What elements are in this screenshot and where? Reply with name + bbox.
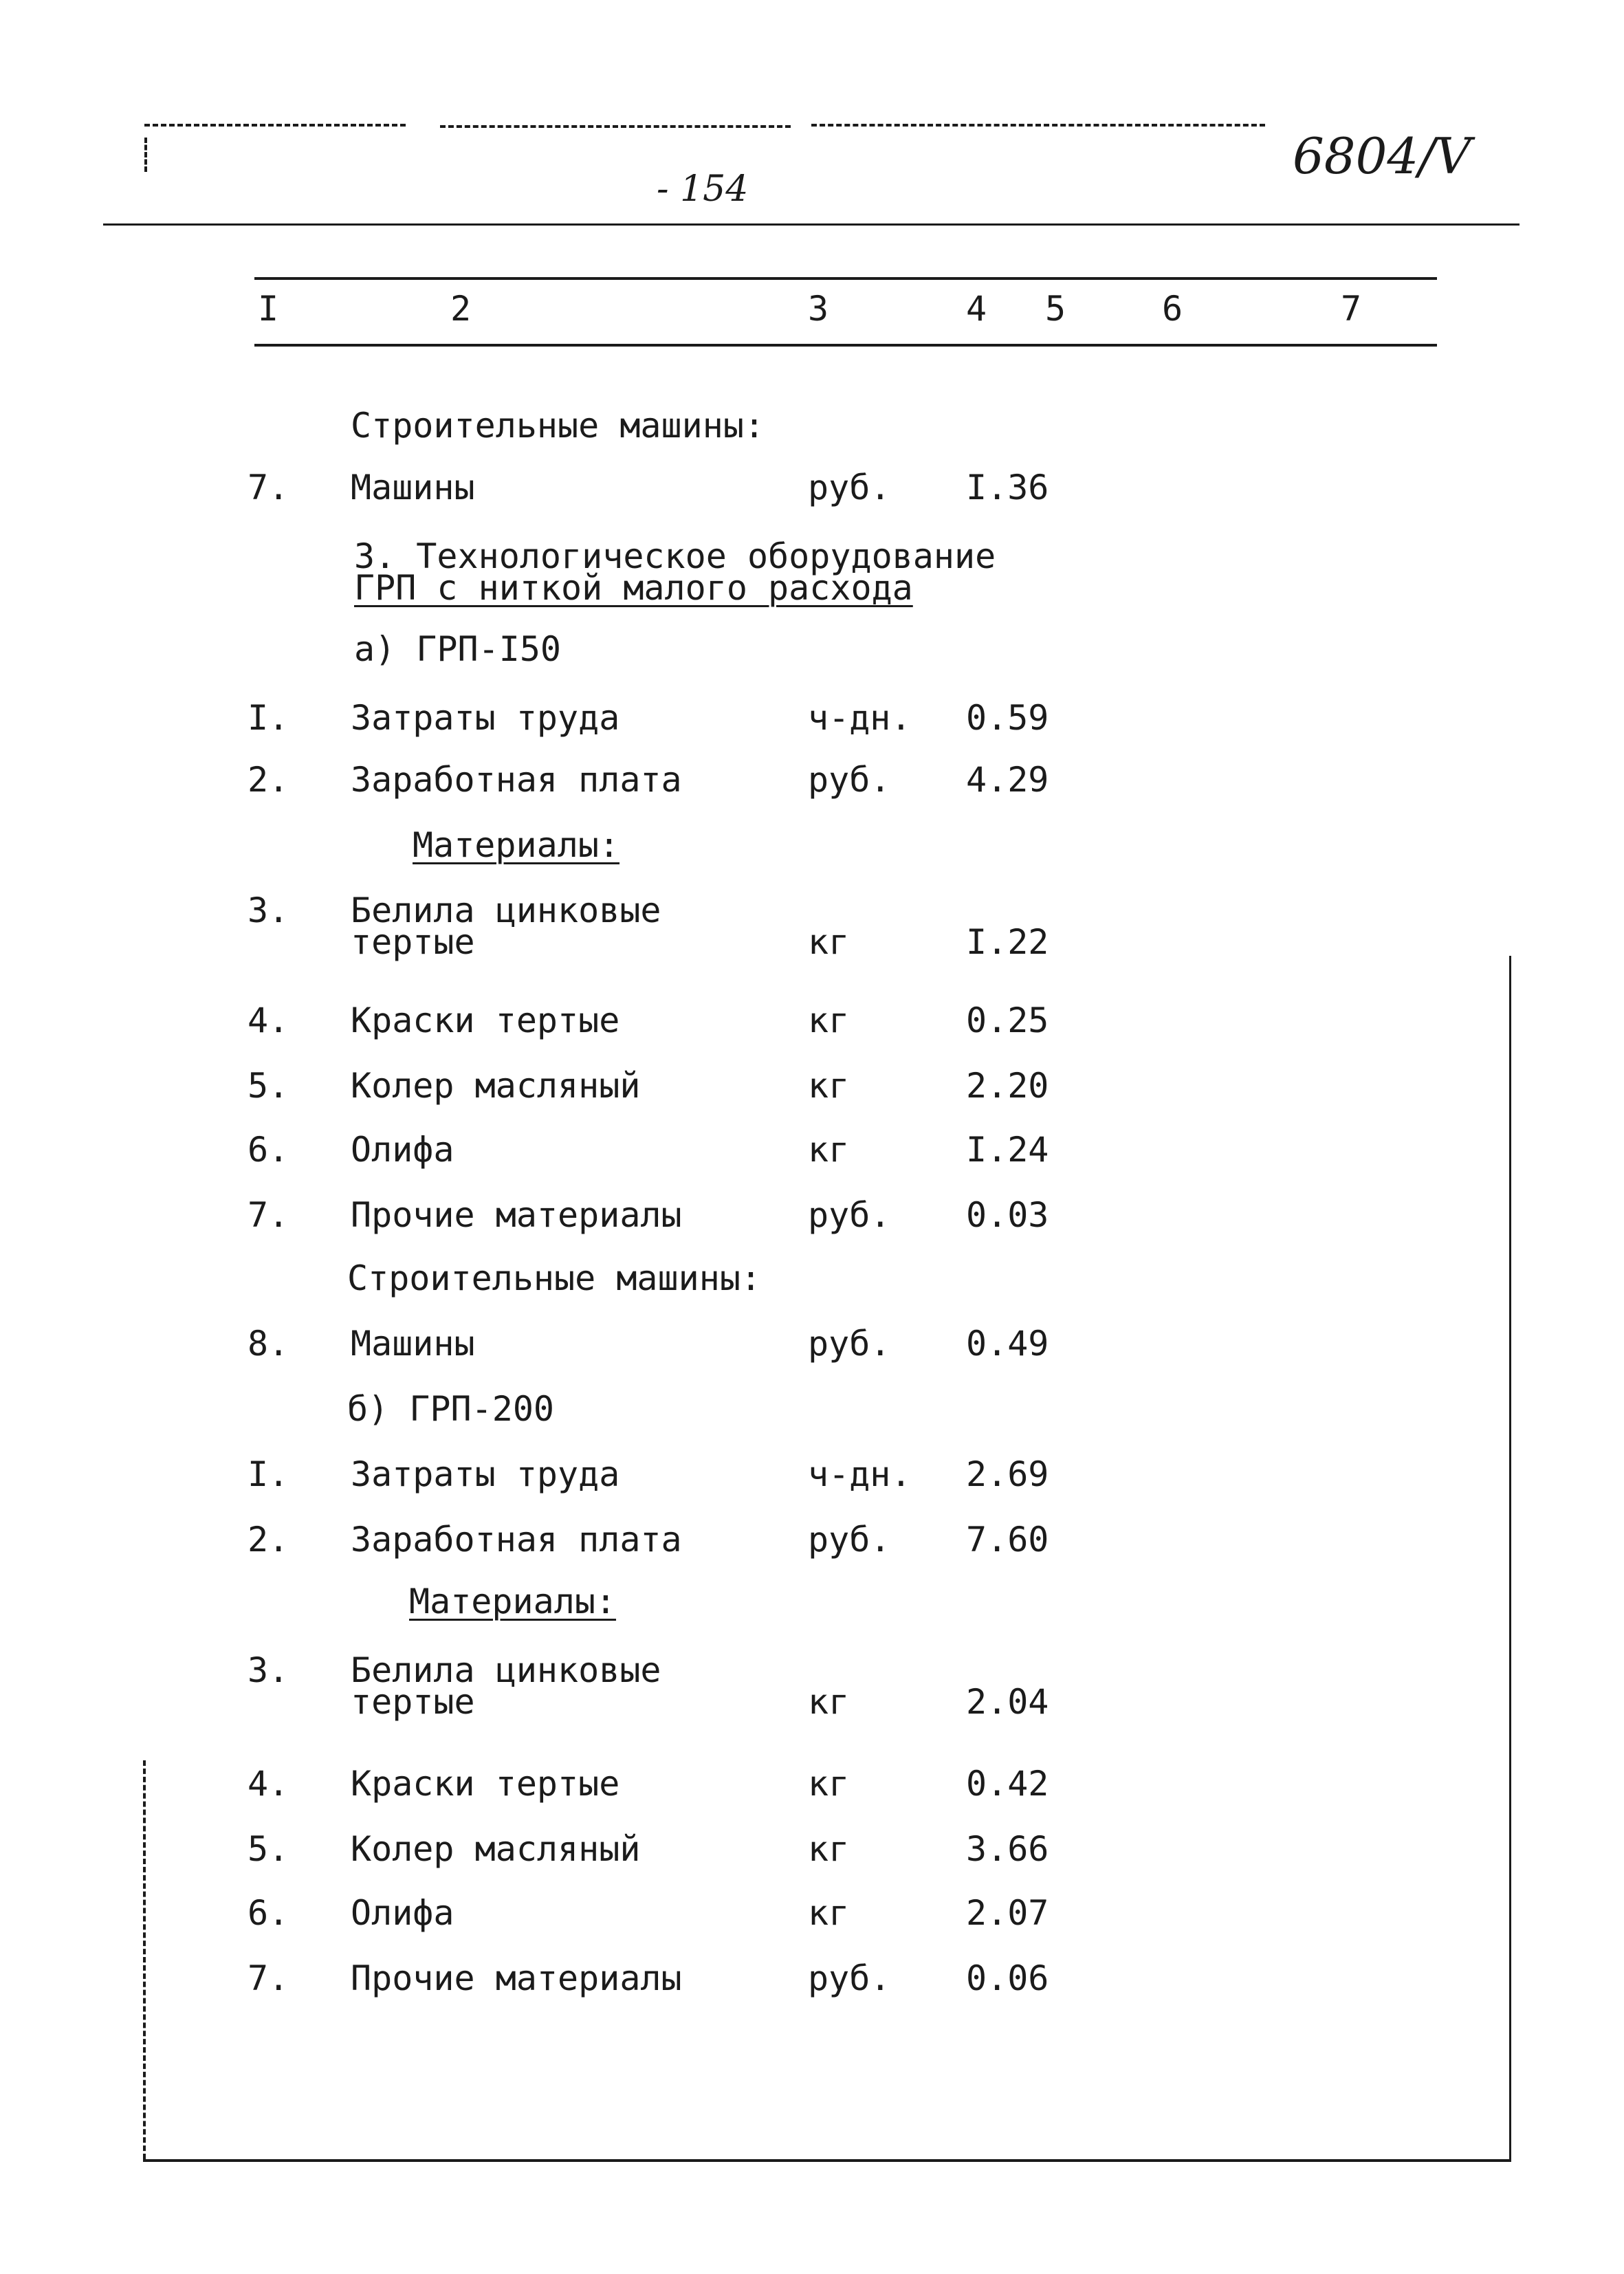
row-number: 8.: [248, 1324, 289, 1364]
row-name: Олифа: [351, 1893, 454, 1933]
row-number: 5.: [248, 1829, 289, 1869]
materials-heading: Материалы:: [413, 825, 620, 865]
table-row: [0, 890, 1624, 973]
row-unit: руб.: [808, 1958, 891, 1998]
section-title-line2: ГРП с ниткой малого расхода: [354, 568, 913, 608]
subsection-heading-b: б) ГРП-200: [347, 1389, 555, 1429]
row-unit: руб.: [808, 468, 891, 507]
row-number: 5.: [248, 1066, 289, 1106]
row-unit: кг: [808, 1001, 850, 1040]
row-name: Колер масляный: [351, 1066, 641, 1106]
doc-code: 6804/V: [1293, 127, 1471, 185]
right-frame-line: [1509, 956, 1511, 2159]
row-value: 2.20: [966, 1066, 1049, 1106]
header-rule: [103, 223, 1519, 226]
row-value: I.22: [966, 922, 1049, 962]
top-left-tick: [144, 138, 147, 172]
row-name: Колер масляный: [351, 1829, 641, 1869]
table-row: [0, 468, 1624, 509]
row-name: Затраты труда: [351, 1454, 620, 1494]
row-value: 0.03: [966, 1195, 1049, 1235]
row-value: 0.49: [966, 1324, 1049, 1364]
row-name: Затраты труда: [351, 698, 620, 738]
row-name: Заработная плата: [351, 760, 682, 800]
table-row: [0, 1829, 1624, 1870]
row-unit: кг: [808, 922, 850, 962]
row-name: Машины: [351, 468, 475, 507]
table-row: [0, 1001, 1624, 1042]
row-unit: кг: [808, 1893, 850, 1933]
row-value: 0.59: [966, 698, 1049, 738]
table-top-rule: [254, 277, 1437, 280]
materials-heading: Материалы:: [409, 1582, 617, 1621]
table-row: [0, 1650, 1624, 1733]
left-frame-dashes: [143, 1760, 146, 2159]
row-number: 7.: [248, 1195, 289, 1235]
row-value: 7.60: [966, 1520, 1049, 1560]
table-row: [0, 1130, 1624, 1171]
row-name: Олифа: [351, 1130, 454, 1170]
row-name: Прочие материалы: [351, 1958, 682, 1998]
row-number: 2.: [248, 760, 289, 800]
row-value: 0.42: [966, 1764, 1049, 1804]
row-number: 2.: [248, 1520, 289, 1560]
table-header-bottom-rule: [254, 344, 1437, 347]
col-header-3: 3: [808, 289, 829, 329]
row-unit: кг: [808, 1682, 850, 1722]
row-value: 2.04: [966, 1682, 1049, 1722]
row-name-line1: Белила цинковые: [351, 890, 661, 930]
col-header-5: 5: [1045, 289, 1066, 329]
row-name: Краски тертые: [351, 1001, 620, 1040]
table-row: [0, 1454, 1624, 1496]
section-heading: Строительные машины:: [347, 1258, 762, 1298]
row-unit: руб.: [808, 1195, 891, 1235]
row-unit: руб.: [808, 1520, 891, 1560]
table-row: [0, 698, 1624, 739]
row-value: 0.25: [966, 1001, 1049, 1040]
row-number: 4.: [248, 1001, 289, 1040]
row-number: I.: [248, 698, 289, 738]
row-name: Машины: [351, 1324, 475, 1364]
row-unit: кг: [808, 1130, 850, 1170]
row-value: 0.06: [966, 1958, 1049, 1998]
row-unit: руб.: [808, 760, 891, 800]
table-row: [0, 1324, 1624, 1365]
top-frame-dashes-right: [811, 124, 1265, 127]
top-frame-dashes-middle: [440, 125, 791, 128]
row-name-line2: тертые: [351, 1682, 475, 1722]
row-name: Заработная плата: [351, 1520, 682, 1560]
table-row: [0, 1764, 1624, 1805]
col-header-7: 7: [1341, 289, 1362, 329]
row-unit: руб.: [808, 1324, 891, 1364]
row-value: I.24: [966, 1130, 1049, 1170]
row-number: 7.: [248, 468, 289, 507]
table-row: [0, 1066, 1624, 1107]
col-header-2: 2: [450, 289, 472, 329]
row-name: Прочие материалы: [351, 1195, 682, 1235]
row-number: 7.: [248, 1958, 289, 1998]
row-unit: кг: [808, 1829, 850, 1869]
page-number: - 154: [657, 168, 749, 210]
table-row: [0, 1195, 1624, 1236]
row-number: I.: [248, 1454, 289, 1494]
table-row: [0, 1893, 1624, 1934]
row-unit: кг: [808, 1764, 850, 1804]
row-unit: кг: [808, 1066, 850, 1106]
row-unit: ч-дн.: [808, 1454, 912, 1494]
row-name: Краски тертые: [351, 1764, 620, 1804]
col-header-6: 6: [1162, 289, 1183, 329]
table-row: [0, 1520, 1624, 1561]
bottom-frame-line: [143, 2159, 1511, 2162]
row-number: 3.: [248, 890, 289, 930]
col-header-4: 4: [966, 289, 987, 329]
row-name-line1: Белила цинковые: [351, 1650, 661, 1690]
col-header-1: I: [258, 289, 279, 329]
row-number: 6.: [248, 1130, 289, 1170]
row-number: 4.: [248, 1764, 289, 1804]
row-value: 3.66: [966, 1829, 1049, 1869]
row-number: 6.: [248, 1893, 289, 1933]
row-value: 4.29: [966, 760, 1049, 800]
subsection-heading-a: а) ГРП-I50: [354, 629, 562, 669]
row-value: 2.07: [966, 1893, 1049, 1933]
top-frame-dashes-left: [144, 124, 406, 127]
section-title-line1: 3. Технологическое оборудование: [354, 536, 996, 576]
row-number: 3.: [248, 1650, 289, 1690]
row-value: 2.69: [966, 1454, 1049, 1494]
section-heading: Строительные машины:: [351, 406, 765, 446]
row-value: I.36: [966, 468, 1049, 507]
table-row: [0, 760, 1624, 801]
row-name-line2: тертые: [351, 922, 475, 962]
row-unit: ч-дн.: [808, 698, 912, 738]
table-row: [0, 1958, 1624, 2000]
